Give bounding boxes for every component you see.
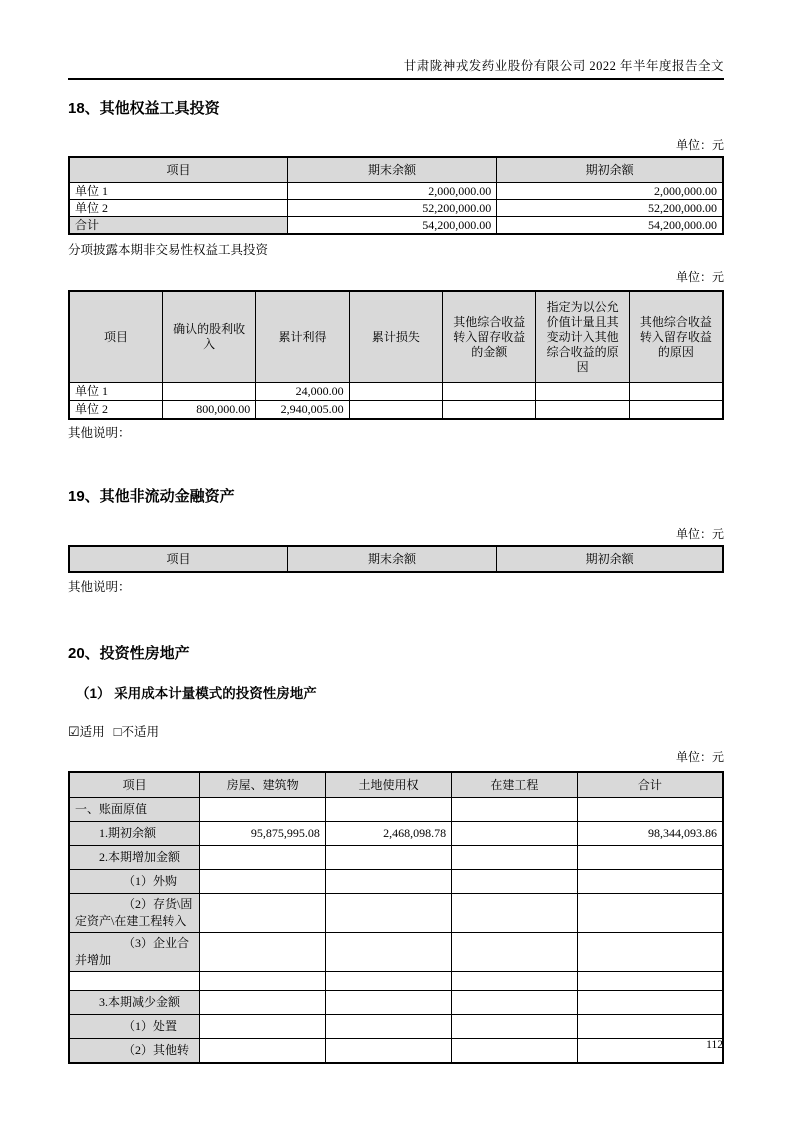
table-row (69, 894, 723, 933)
investment-property-table (68, 771, 724, 1064)
header-cell-construction-in-progress: 在建工程 (452, 772, 578, 798)
oci-transfer-amount-cell (443, 401, 536, 420)
land-use-rights-cell (325, 933, 451, 972)
table-header-row (69, 772, 723, 798)
buildings-cell (200, 1039, 326, 1064)
land-use-rights-cell (325, 991, 451, 1015)
unit-label: 单位：元 (675, 270, 724, 284)
table-row (69, 870, 723, 894)
land-use-rights-cell: 2,468,098.78 (325, 822, 451, 846)
table-row (69, 383, 723, 401)
row-label-cell: 单位 1 (69, 183, 287, 200)
table-row (69, 401, 723, 420)
land-use-rights-cell (325, 846, 451, 870)
other-note: 其他说明： (68, 426, 131, 440)
section-20-heading: 20、投资性房地产 (68, 645, 190, 662)
header-cell-beginning-balance: 期初余额 (497, 546, 723, 572)
total-cell (577, 1015, 723, 1039)
construction-in-progress-cell (452, 1015, 578, 1039)
construction-in-progress-cell (452, 798, 578, 822)
unit-label: 单位：元 (675, 750, 724, 764)
header-cell-oci-transfer-amount: 其他综合收益转入留存收益的金额 (443, 291, 536, 383)
unchecked-checkbox-icon: □ (113, 724, 122, 739)
fvoci-designation-reason-cell (536, 383, 629, 401)
row-label-cell: 3.本期减少金额 (69, 991, 200, 1015)
page-content (68, 0, 724, 1064)
buildings-cell: 95,875,995.08 (200, 822, 326, 846)
row-label-cell: 2.本期增加金额 (69, 846, 200, 870)
total-cell (577, 1039, 723, 1064)
table-total-row (69, 217, 723, 235)
row-label-cell: （2）其他转 (69, 1039, 200, 1064)
buildings-cell (200, 1015, 326, 1039)
header-cell-oci-transfer-reason: 其他综合收益转入留存收益的原因 (629, 291, 723, 383)
construction-in-progress-cell (452, 933, 578, 972)
header-cell-ending-balance: 期末余额 (287, 157, 496, 183)
row-label-cell: 单位 2 (69, 200, 287, 217)
total-cell (577, 846, 723, 870)
land-use-rights-cell (325, 894, 451, 933)
construction-in-progress-cell (452, 991, 578, 1015)
total-cell (577, 798, 723, 822)
total-cell (577, 933, 723, 972)
row-label-cell: （2）存货\固定资产\在建工程转入 (69, 894, 200, 933)
buildings-cell (200, 972, 326, 991)
row-label-cell: （1）外购 (69, 870, 200, 894)
buildings-cell (200, 798, 326, 822)
total-label-cell: 合计 (69, 217, 287, 235)
page-header-title: 甘肃陇神戎发药业股份有限公司 2022 年半年度报告全文 (403, 59, 724, 73)
table-row (69, 933, 723, 972)
header-cell-beginning-balance: 期初余额 (497, 157, 723, 183)
buildings-cell (200, 846, 326, 870)
cumulative-gain-cell: 2,940,005.00 (256, 401, 349, 420)
header-rule (68, 78, 724, 80)
ending-balance-cell: 2,000,000.00 (287, 183, 496, 200)
row-label-cell: （3）企业合并增加 (69, 933, 200, 972)
total-cell (577, 972, 723, 991)
beginning-balance-cell: 2,000,000.00 (497, 183, 723, 200)
row-label-cell: 1.期初余额 (69, 822, 200, 846)
oci-transfer-reason-cell (629, 383, 723, 401)
total-cell (577, 991, 723, 1015)
applicable-label: 适用 (79, 725, 105, 739)
oci-transfer-reason-cell (629, 401, 723, 420)
header-cell-fvoci-designation-reason: 指定为以公允价值计量且其变动计入其他综合收益的原因 (536, 291, 629, 383)
row-label-cell: 单位 1 (69, 383, 162, 401)
other-note: 其他说明： (68, 580, 131, 594)
header-cell-buildings: 房屋、建筑物 (200, 772, 326, 798)
land-use-rights-cell (325, 1015, 451, 1039)
dividend-income-cell (162, 383, 255, 401)
total-cell: 98,344,093.86 (577, 822, 723, 846)
row-label-cell: 一、账面原值 (69, 798, 200, 822)
header-cell-cumulative-loss: 累计损失 (349, 291, 442, 383)
page-number: 112 (706, 1039, 723, 1051)
table-row (69, 846, 723, 870)
beginning-balance-cell: 54,200,000.00 (497, 217, 723, 235)
table-row (69, 200, 723, 217)
buildings-cell (200, 870, 326, 894)
construction-in-progress-cell (452, 972, 578, 991)
header-cell-land-use-rights: 土地使用权 (325, 772, 451, 798)
section-18-heading: 18、其他权益工具投资 (68, 100, 220, 117)
buildings-cell (200, 894, 326, 933)
total-cell (577, 870, 723, 894)
cumulative-loss-cell (349, 401, 442, 420)
cumulative-gain-cell: 24,000.00 (256, 383, 349, 401)
buildings-cell (200, 933, 326, 972)
not-applicable-label: 不适用 (121, 725, 160, 739)
equity-investment-balance-table (68, 156, 724, 235)
unit-label: 单位：元 (675, 527, 724, 541)
ending-balance-cell: 54,200,000.00 (287, 217, 496, 235)
header-cell-item: 项目 (69, 157, 287, 183)
table-row (69, 822, 723, 846)
header-cell-ending-balance: 期末余额 (287, 546, 496, 572)
header-cell-item: 项目 (69, 291, 162, 383)
construction-in-progress-cell (452, 822, 578, 846)
applicability-row (68, 724, 724, 740)
buildings-cell (200, 991, 326, 1015)
row-label-cell: （1）处置 (69, 1015, 200, 1039)
table-row (69, 798, 723, 822)
construction-in-progress-cell (452, 870, 578, 894)
row-label-cell: 单位 2 (69, 401, 162, 420)
unit-label: 单位：元 (675, 138, 724, 152)
land-use-rights-cell (325, 972, 451, 991)
construction-in-progress-cell (452, 1039, 578, 1064)
noncurrent-financial-assets-table (68, 545, 724, 573)
section-19-heading: 19、其他非流动金融资产 (68, 488, 235, 505)
checked-checkbox-icon: ☑ (68, 724, 80, 739)
land-use-rights-cell (325, 798, 451, 822)
non-trading-equity-detail-table (68, 290, 724, 420)
header-cell-cumulative-gain: 累计利得 (256, 291, 349, 383)
land-use-rights-cell (325, 1039, 451, 1064)
table-row (69, 991, 723, 1015)
cumulative-loss-cell (349, 383, 442, 401)
construction-in-progress-cell (452, 894, 578, 933)
header-cell-total: 合计 (577, 772, 723, 798)
table-row (69, 183, 723, 200)
header-cell-dividend-income: 确认的股利收入 (162, 291, 255, 383)
table-row (69, 1015, 723, 1039)
table-header-row (69, 291, 723, 383)
fvoci-designation-reason-cell (536, 401, 629, 420)
section-20-1-subheading: （1） 采用成本计量模式的投资性房地产 (76, 686, 317, 701)
table-row (69, 1039, 723, 1064)
land-use-rights-cell (325, 870, 451, 894)
total-cell (577, 894, 723, 933)
row-label-cell (69, 972, 200, 991)
construction-in-progress-cell (452, 846, 578, 870)
ending-balance-cell: 52,200,000.00 (287, 200, 496, 217)
table-header-row (69, 546, 723, 572)
oci-transfer-amount-cell (443, 383, 536, 401)
header-cell-item: 项目 (69, 772, 200, 798)
dividend-income-cell: 800,000.00 (162, 401, 255, 420)
header-cell-item: 项目 (69, 546, 287, 572)
table-header-row (69, 157, 723, 183)
non-trading-equity-subnote: 分项披露本期非交易性权益工具投资 (68, 243, 269, 257)
table-row (69, 972, 723, 991)
beginning-balance-cell: 52,200,000.00 (497, 200, 723, 217)
